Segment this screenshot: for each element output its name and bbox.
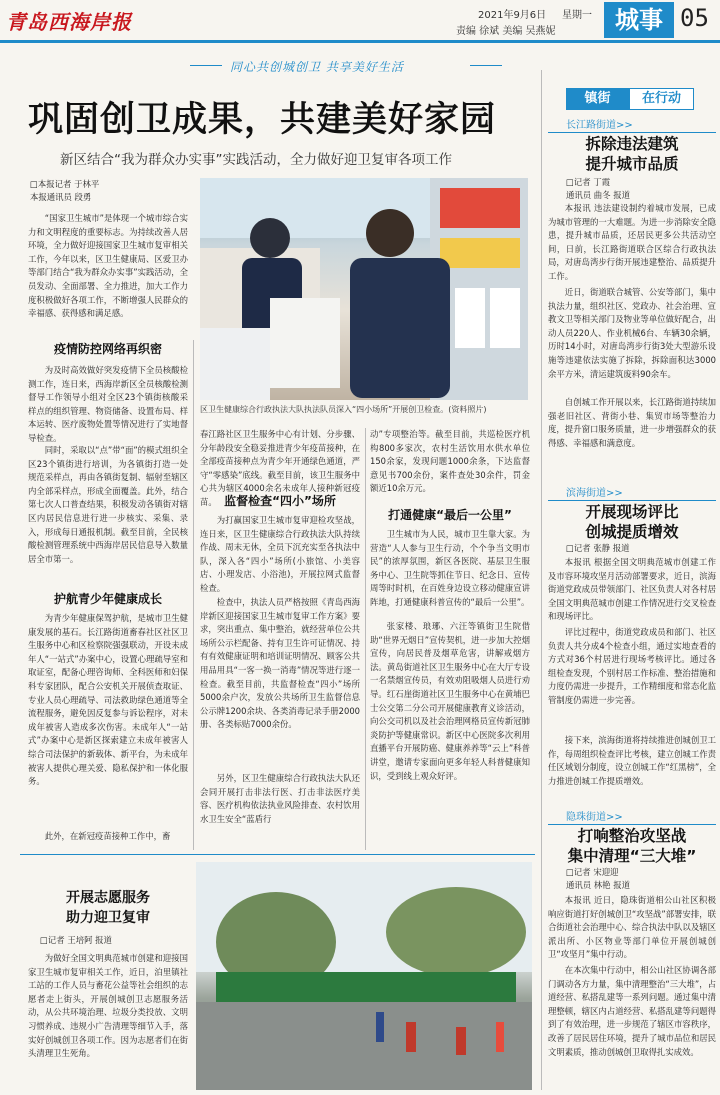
slogan-deco-left [190, 65, 222, 66]
issue-date: 2021年9月6日 [478, 10, 547, 21]
youth-para-2: 此外，在新冠疫苗接种工作中，畜 [44, 831, 171, 841]
column-divider-1 [193, 340, 194, 850]
a1-para-1: 本报讯 违法建设制约着城市发展，已成为城市管理的一大难题。为进一步消除安全隐患，提升城市品质，还居民更多公共活动空间，日前，长江路街道联合区综合行政执法局，对唐岛湾步行街开展违建整治、品质提升工作。 [548, 203, 716, 281]
issue-weekday: 星期一 [562, 10, 592, 21]
page-number: 05 [680, 4, 709, 32]
a3-para-2: 在本次集中行动中，相公山社区协调各部门调动各方力量，集中清理整治“三大堆”，占道经营、私搭乱建等一系列问题。通过集中清理整顿，辖区内占道经营、私搭乱建等问题得到了有效治理，进一步规范了辖区市容秩序，改善了居民居住环境，提升了城市品位和居民文明素质，推动创城创卫取得扎实成效。 [548, 965, 716, 1057]
section-heading-youth: 护航青少年健康成长 [53, 592, 162, 606]
pharmacy-inspection-image [200, 178, 528, 400]
column-divider-2 [365, 428, 366, 850]
section-heading-inspection: 监督检查“四小”场所 [224, 494, 336, 508]
a1-headline: 拆除违法建筑 提升城市品质 [585, 135, 679, 173]
a1-byline-reporter: □记者 丁霞 [566, 177, 611, 187]
street-label-yinzhu: 隐珠街道>> [566, 812, 623, 823]
section-label: 城事 [604, 2, 674, 38]
volunteer-headline: 开展志愿服务 助力迎卫复审 [66, 890, 150, 926]
youth-para-continued: 春江路社区卫生服务中心有计划、分步骤、分年龄段安全稳妥推进青少年疫苗接种，在全部疫苗接种点为青少年开通绿色通道，严守“零感染”底线。截至目前，该卫生服务中心共为辖区4000余名未成年人接种新冠疫苗。 [200, 429, 360, 507]
a2-para-3: 接下来，滨海街道将持续推进创城创卫工作，每周组织检查评比考核，建立创城工作责任区域划分制度，设立创城工作“红黑榜”，全力推进创城工作提质增效。 [548, 735, 716, 786]
a2-para-2: 评比过程中，街道党政成员和部门、社区负责人共分成4个检查小组，通过实地查看的方式对36个村居进行现场考核评比。通过各组检查发现，个别村居工作标准、整治措施和力度仍需进一步提升，工作精细度和常态化监管制度仍需进一步完善。 [548, 627, 716, 705]
section-heading-epidemic: 疫情防控网络再织密 [53, 342, 162, 356]
label-box-left: 镇街 [566, 88, 629, 110]
right-column-divider [541, 70, 542, 1090]
label-box-right: 在行动 [629, 88, 694, 110]
a2-headline: 开展现场评比 创城提质增效 [585, 503, 679, 541]
inspection-para-continued: 动”专项整治等。截至目前，共巡检医疗机构800多家次，农村生活饮用水供水单位150余家，发现问题1000余条，下达监督意见书700余份，案件查处30余件，罚金额近10余万元。 [370, 429, 530, 494]
a3-byline-correspondent: 通讯员 林艳 报道 [566, 880, 630, 890]
main-photo [200, 178, 528, 400]
last-mile-para-1: 卫生城市为人民，城市卫生靠大家。为营造“人人参与卫生行动，个个争当文明市民”的浓厚氛围，新区各医院、基层卫生服务中心、卫生院等抓住节日、纪念日、宣传周等时时机，在百姓身边设立移动健康宣讲阵地，打通健康科普宣传的“最后一公里”。 [370, 529, 530, 607]
main-headline: 巩固创卫成果，共建美好家园 [28, 100, 497, 140]
section-heading-last-mile: 打通健康“最后一公里” [388, 508, 512, 522]
inspection-para-1: 为打赢国家卫生城市复审迎检攻坚战，连日来，区卫生健康综合行政执法大队持续作战、周末无休，全员下沉充实至各执法中队，深入各“四小”场所(小旅馆、小美容店、小理发店、小浴池)，开展拉网式监督检查。 [200, 515, 360, 593]
a1-byline-correspondent: 通讯员 曲冬 报道 [566, 190, 630, 200]
street-rule-2 [548, 500, 716, 501]
street-rule-3 [548, 824, 716, 825]
a1-para-3: 自创城工作开展以来，长江路街道持续加强老旧社区、背街小巷、集贸市场等整治力度，提升窗口服务质量，进一步增强群众的获得感、幸福感和满意度。 [548, 397, 716, 448]
street-label-binhai: 滨海街道>> [566, 488, 623, 499]
newspaper-logo: 青岛西海岸报 [6, 10, 132, 34]
volunteer-photo [196, 862, 532, 1090]
inspection-para-3: 另外，区卫生健康综合行政执法大队还会同开展打击非法行医、打击非法医疗美容、医疗机构依法执业风险排查、农村饮用水卫生安全“蓝盾行 [200, 773, 360, 824]
street-label-changjiang: 长江路街道>> [566, 120, 633, 131]
epidemic-para-1: 为及时高效做好突发疫情下全员核酸检测工作，连日来，西海岸新区全员核酸检测督导工作领导小组对全区23个镇街核酸采样点的组织管理、物资储备、设置布局、样本运转、医疗废物处置等情况进行了实地督导检查。 [28, 365, 188, 443]
a1-byline [566, 176, 706, 202]
main-subhead: 新区结合“我为群众办实事”实践活动，全力做好迎卫复审各项工作 [60, 152, 452, 168]
street-rule-1 [548, 132, 716, 133]
main-photo-caption: 区卫生健康综合行政执法大队执法队员深入“四小场所”开展创卫检查。(资料照片) [200, 405, 487, 414]
a2-byline: □记者 张静 报道 [566, 543, 630, 553]
a1-para-2: 近日，街道联合城管、公安等部门，集中执法力量，组织社区、党政办、社会治理、宣教文卫等相关部门及物业等单位做好配合，出动人员220人、作业机械6台、车辆30余辆，历时14小时，对唐岛湾步行街3处大型游乐设施等违建依法实施了拆除，拆除面积达3000余平方米，清运建筑废料90余车。 [548, 287, 716, 379]
a3-byline-reporter: □记者 宋迎迎 [566, 867, 619, 877]
slogan: 同心共创城创卫 共享美好生活 [230, 60, 404, 74]
byline-correspondent: 本报通讯员 段勇 [30, 192, 92, 202]
a3-para-1: 本报讯 近日，隐珠街道相公山社区积极响应街道打好创城创卫“攻坚战”部署安排，联合街道社会治理中心、综合执法中队以及辖区派出所、小区物业等部门单位开展创城创卫“攻坚月”集中行动。 [548, 895, 716, 960]
main-lead: “国家卫生城市”是体现一个城市综合实力和文明程度的重要标志。为持续改善人居环境，全力做好迎接国家卫生城市复审相关工作，今年以来，区卫生健康局、区爱卫办等部门结合“我为群众办实事”实践活动，全员发动、全面部署、全力推进，加大工作力度积极做好各项工作，不断增强人民群众的幸福感、获得感和满足感。 [28, 213, 188, 319]
youth-para-1: 为青少年健康保驾护航，是城市卫生健康发展的基石。长江路街道畜春社区社区卫生服务中心和区检察院强强联动，开设未成年人“一站式”办案中心，设置心理疏导室和取证室，配备心理咨询师、全科医师和妇保科专家团队，配合公安机关开展侦查取证、专业人员心理疏导、司法救助绿色通道等全流程服务，避免因反复参与诉讼程序，对未成年被害人造成多次伤害。未成年人“一站式”办案中心是新区探索建立未成年被害人综合司法保护的新载体、新平台，为未成年被害人提供心理关爱、隐私保护和一体化服务。 [28, 613, 188, 787]
a2-para-1: 本报讯 根据全国文明典范城市创建工作及市容环境攻坚月活动部署要求，近日，滨海街道党政成员带领部门、社区负责人对各村居全国文明典范城市创建工作情况进行交叉检查和现场评比。 [548, 557, 716, 622]
a3-byline [566, 866, 706, 892]
last-mile-para-2: 张家楼、琅琊、六汪等镇街卫生院借助“世界无烟日”宣传契机，进一步加大控烟宣传，向居民普及烟草危害，讲解戒烟方法。黄岛街道社区卫生服务中心在大厅专设一名禁烟宣传员，有效劝阻吸烟人员进行劝导。红石崖街道社区卫生服务中心在黄埔巴士公交第二分公司开展健康教育义诊活动，向公交司机以及社会治理网格员宣传新冠肺炎防护等健康常识。新区中心医院多次利用直播平台开展防癌、健康养养等“云上”科普讲堂，邀请专家面向更多年轻人科普健康知识，受到线上观众好评。 [370, 621, 530, 781]
volunteer-byline: □记者 王培阿 报道 [40, 935, 112, 945]
slogan-deco-right [470, 65, 502, 66]
volunteer-body: 为做好全国文明典范城市创建和迎接国家卫生城市复审相关工作，近日，泊里镇社工站的工作人员与畜花公益等社会组织的志愿者走上街头，开展创城创卫志愿服务活动，从公共环境治理、垃圾分类投放、文明习惯养成、违规小广告清理等细节入手，落实好创城创卫各项工作。因为志愿者们在街头清理卫生死角。 [28, 953, 188, 1059]
epidemic-para-2: 同时，采取以“点”带“面”的模式组织全区23个镇街进行培训，为各镇街打造一处规范采样点，再由各镇街复制、辐射至辖区内全部采样点，形成全面覆盖。此外，结合第七次人口普查结果，积极发动各镇街对辖区内居民信息进行进一步核实、采集、录入，形成每日通报机制。截至目前，全民核酸检测管理系统中西海岸居民信息导入数量居全市第一。 [28, 445, 188, 564]
byline-reporter: □本报记者 于林平 [30, 179, 100, 189]
label-box [566, 88, 694, 110]
street-cleaning-image [196, 862, 532, 1090]
a3-headline: 打响整治攻坚战 集中清理“三大堆” [567, 827, 697, 865]
inspection-para-2: 检查中，执法人员严格按照《青岛西海岸新区迎接国家卫生城市复审工作方案》要求，突出重点、集中整治，就经营单位公共场所公示栏配备、持有卫生许可证情况、持有有效健康证明和培训证明情况、顾客公共用品用具“一客一换一消毒”情况等进行逐一检查。截至目前，共监督检查“四小”场所5000余户次，发放公共场所卫生监督信息公示牌1200余块、各类消毒记录手册2000册、各类标贴7000余份。 [200, 597, 360, 730]
masthead-rule [0, 40, 720, 43]
editor-line: 责编 徐斌 美编 吴燕妮 [456, 26, 556, 37]
bottom-story-rule [20, 854, 535, 855]
main-byline [30, 178, 190, 204]
